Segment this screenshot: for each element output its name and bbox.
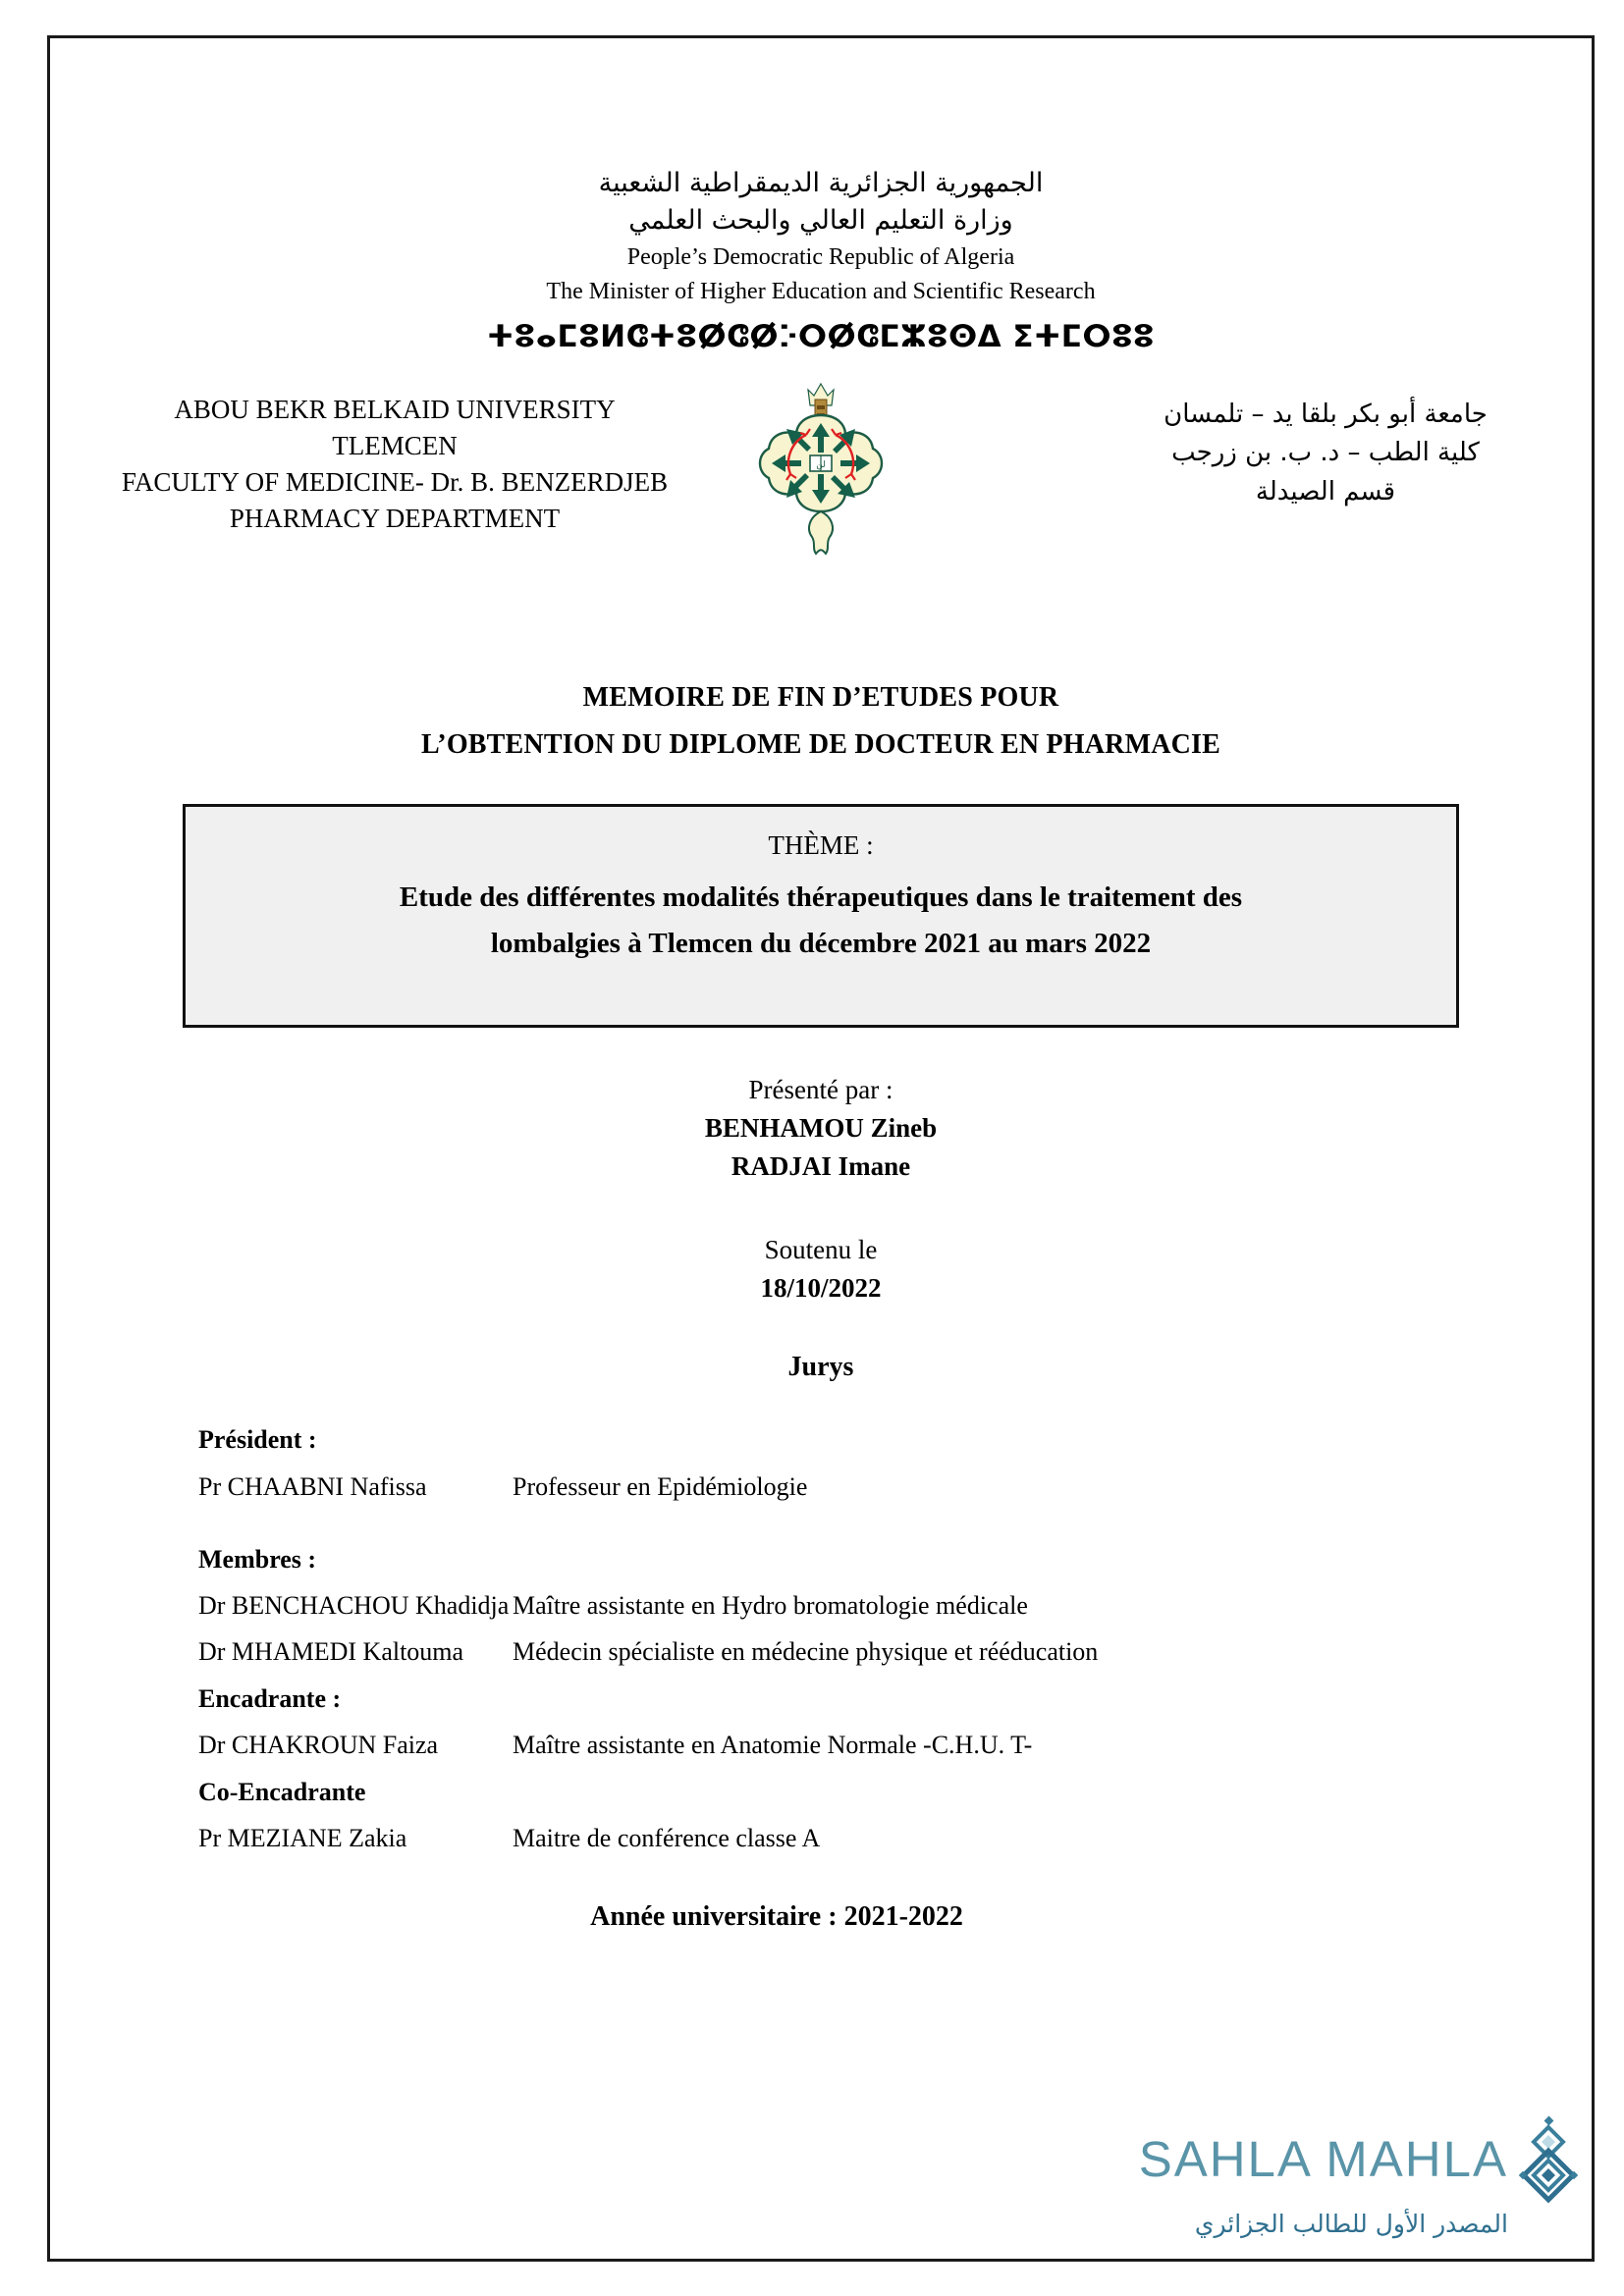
watermark-tagline: المصدر الأول للطالب الجزائري	[1194, 2210, 1508, 2238]
memoire-line-1: MEMOIRE DE FIN D’ETUDES POUR	[582, 681, 1059, 713]
author-name-1: BENHAMOU Zineb	[704, 1112, 938, 1143]
sahla-mahla-watermark	[1117, 2113, 1579, 2239]
presented-by-label: Présenté par :	[748, 1075, 893, 1105]
university-name: ABOU BEKR BELKAID UNIVERSITY	[174, 394, 616, 424]
jury-row	[198, 1723, 1591, 1769]
jury-member-name: Dr BENCHACHOU Khadidja	[198, 1590, 510, 1620]
jury-section-co-encadrante	[198, 1769, 1591, 1862]
jury-member-name: Pr CHAABNI Nafissa	[198, 1471, 427, 1501]
theme-label: THÈME :	[768, 830, 874, 861]
jury-section-president	[198, 1416, 1591, 1510]
theme-title	[186, 863, 1456, 967]
jury-row	[198, 1629, 1591, 1676]
university-arabic-block	[1070, 396, 1581, 512]
header-arabic-line-1: الجمهورية الجزائرية الديمقراطية الشعبية	[598, 168, 1044, 198]
memoire-line-2: L’OBTENTION DU DIPLOME DE DOCTEUR EN PHARMACIE	[420, 728, 1221, 760]
authors-block	[51, 1071, 1591, 1186]
jury-member-role: Maître assistante en Hydro bromatologie médicale	[513, 1590, 1028, 1620]
jury-member-role: Médecin spécialiste en médecine physique et rééducation	[513, 1636, 1099, 1666]
jury-member-role: Maître assistante en Anatomie Normale -C.H.U. T-	[513, 1730, 1033, 1759]
university-english-block	[51, 392, 738, 538]
jury-list	[51, 1416, 1591, 1861]
jury-section-encadrante	[198, 1676, 1591, 1769]
department-name: PHARMACY DEPARTMENT	[229, 504, 561, 534]
university-band	[51, 392, 1591, 559]
sahla-mahla-diamond-icon	[1518, 2113, 1579, 2204]
jury-section-title: Co-Encadrante	[198, 1777, 366, 1806]
watermark-row	[1117, 2113, 1579, 2204]
university-name-arabic: جامعة أبو بكر بلقا يد – تلمسان	[1164, 399, 1488, 429]
header-arabic-line-2: وزارة التعليم العالي والبحث العلمي	[628, 205, 1013, 237]
jury-heading: Jurys	[787, 1352, 854, 1383]
university-city: TLEMCEN	[332, 430, 458, 460]
faculty-name: FACULTY OF MEDICINE- Dr. B. BENZERDJEB	[121, 467, 669, 498]
header-english-line-1: People’s Democratic Republic of Algeria	[626, 243, 1015, 270]
svg-text:ﻟﻦ: ﻟﻦ	[816, 459, 826, 470]
department-name-arabic: قسم الصيدلة	[1255, 476, 1396, 507]
academic-year: Année universitaire : 2021-2022	[590, 1900, 963, 1932]
header-tifinagh-line: ⵜⵓⴰⵎⵓⵍⵛⵜⵓⵁⵛⵁⴾⵔⵁⵛⵎⵣⵓⵙⵠ ⵉⵜⵎⵔⵓⵓ	[486, 318, 1155, 354]
jury-member-role: Professeur en Epidémiologie	[513, 1471, 808, 1501]
faculty-name-arabic: كلية الطب – د. ب. بن زرجب	[1171, 438, 1480, 468]
author-name-2: RADJAI Imane	[731, 1150, 911, 1181]
jury-member-name: Dr MHAMEDI Kaltouma	[198, 1636, 464, 1666]
defense-label: Soutenu le	[764, 1234, 878, 1264]
jury-member-name: Pr MEZIANE Zakia	[198, 1824, 407, 1853]
jury-section-membres	[198, 1536, 1591, 1676]
theme-title-line-2: lombalgies à Tlemcen du décembre 2021 au mars 2022	[490, 928, 1152, 960]
defense-date: 18/10/2022	[760, 1272, 882, 1303]
jury-row	[198, 1583, 1591, 1629]
page-content	[51, 39, 1591, 2258]
jury-member-role: Maitre de conférence classe A	[513, 1824, 821, 1853]
jury-section-title: Membres :	[198, 1544, 317, 1574]
theme-box	[183, 804, 1459, 1028]
defense-block	[51, 1231, 1591, 1308]
theme-title-line-1: Etude des différentes modalités thérapeutiques dans le traitement des	[399, 881, 1243, 914]
memoire-heading	[51, 674, 1591, 769]
header-english-line-2: The Minister of Higher Education and Scientific Research	[546, 278, 1096, 304]
jury-section-title: Encadrante :	[198, 1683, 342, 1713]
spacer	[198, 1511, 1591, 1536]
jury-row	[198, 1465, 1591, 1511]
jury-row	[198, 1816, 1591, 1862]
jury-member-name: Dr CHAKROUN Faiza	[198, 1730, 439, 1759]
watermark-brand: SAHLA MAHLA	[1138, 2130, 1508, 2187]
national-header	[51, 39, 1591, 354]
university-seal-icon	[747, 380, 894, 557]
jury-section-title: Président :	[198, 1425, 317, 1455]
